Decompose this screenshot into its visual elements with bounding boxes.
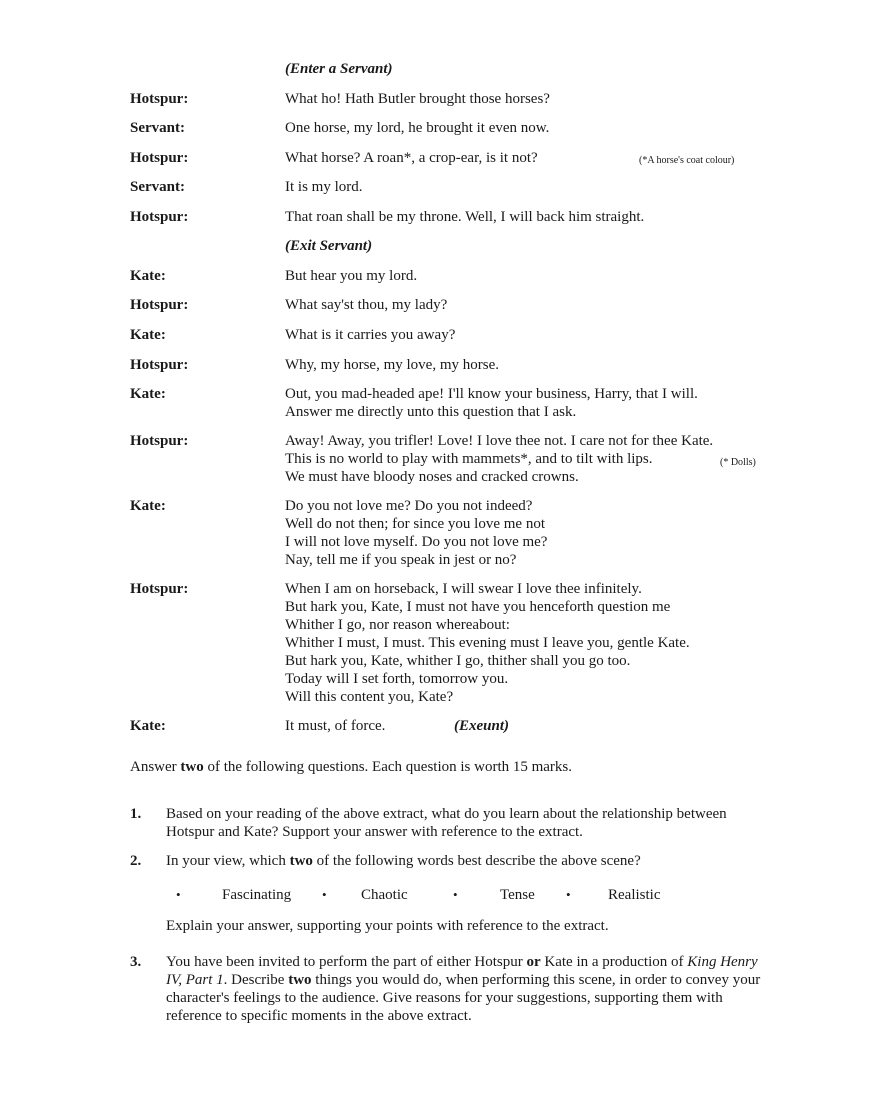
question-emphasis: two [289, 853, 313, 869]
dialogue-line: Why, my horse, my love, my horse. [285, 357, 499, 373]
speaker-name: Kate: [130, 498, 166, 514]
stage-direction-exit: (Exit Servant) [285, 238, 373, 254]
instructions-text: Answer [130, 759, 181, 775]
bullet-icon: • [566, 887, 571, 902]
instructions-emphasis: two [180, 759, 204, 775]
dialogue-line: Today will I set forth, tomorrow you. [285, 671, 509, 687]
speaker-name: Servant: [130, 179, 185, 195]
speaker-name: Hotspur: [130, 433, 189, 449]
bullet-icon: • [453, 887, 458, 902]
dialogue-line: What is it carries you away? [285, 327, 456, 343]
question-emphasis: or [526, 954, 541, 970]
dialogue-line: It must, of force. [285, 718, 386, 734]
question-emphasis: two [288, 972, 312, 988]
dialogue-line: What horse? A roan*, a crop-ear, is it not? [285, 150, 538, 166]
speaker-name: Kate: [130, 327, 166, 343]
instructions-text: of the following questions. Each question is worth 15 marks. [203, 759, 573, 775]
question-text-part: In your view, which [166, 853, 290, 869]
footnote-roan: (*A horse's coat colour) [639, 155, 735, 166]
dialogue-line: It is my lord. [285, 179, 363, 195]
dialogue-line: But hear you my lord. [285, 268, 418, 284]
speaker-name: Hotspur: [130, 150, 189, 166]
footnote-dolls: (* Dolls) [720, 457, 756, 468]
dialogue-line: We must have bloody noses and cracked crowns. [285, 469, 579, 485]
speaker-name: Hotspur: [130, 209, 189, 225]
question-text-part: . Describe [223, 972, 289, 988]
dialogue-line: Whither I must, I must. This evening must I leave you, gentle Kate. [285, 635, 690, 651]
dialogue-line: Nay, tell me if you speak in jest or no? [285, 552, 517, 568]
dialogue-line: Away! Away, you trifler! Love! I love thee not. I care not for thee Kate. [285, 433, 714, 449]
speaker-name: Hotspur: [130, 357, 189, 373]
dialogue-line: Whither I go, nor reason whereabout: [285, 617, 510, 633]
option-word: Tense [500, 887, 535, 903]
speaker-name: Hotspur: [130, 91, 189, 107]
dialogue-line: What ho! Hath Butler brought those horses? [285, 91, 550, 107]
question-text [166, 953, 762, 1025]
question-number: 2. [130, 853, 142, 869]
dialogue-line: When I am on horseback, I will swear I love thee infinitely. [285, 581, 642, 597]
dialogue-line: Do you not love me? Do you not indeed? [285, 498, 533, 514]
question-number: 3. [130, 954, 142, 970]
option-word: Realistic [608, 887, 661, 903]
dialogue-line: But hark you, Kate, whither I go, thither shall you go too. [285, 653, 631, 669]
option-word: Fascinating [222, 887, 292, 903]
bullet-icon: • [322, 887, 327, 902]
play-title: King Henry IV, Part 1 [166, 954, 758, 988]
question-number: 1. [130, 806, 142, 822]
option-word: Chaotic [361, 887, 408, 903]
bullet-icon: • [176, 887, 181, 902]
dialogue-line: Well do not then; for since you love me not [285, 516, 545, 532]
speaker-name: Servant: [130, 120, 185, 136]
question-text-part: of the following words best describe the above scene? [312, 853, 641, 869]
speaker-name: Hotspur: [130, 297, 189, 313]
dialogue-line: I will not love myself. Do you not love me? [285, 534, 548, 550]
stage-direction-exeunt: (Exeunt) [454, 718, 510, 734]
speaker-name: Kate: [130, 718, 166, 734]
question-text: Based on your reading of the above extract, what do you learn about the relationship between Hotspur and Kate? Support your answer with reference to the extract. [166, 806, 727, 840]
question-text-part: things you would do, when performing this scene, in order to convey your character's feelings to the audience. Give reasons for your suggestions, supporting them with reference to specific moments in the above extract. [166, 972, 761, 1024]
question-text [166, 852, 766, 870]
dialogue-line: Out, you mad-headed ape! I'll know your business, Harry, that I will. [285, 386, 698, 402]
word-options [176, 886, 776, 904]
question-text-part: You have been invited to perform the part of either Hotspur [166, 954, 527, 970]
speaker-name: Hotspur: [130, 581, 189, 597]
question-2-follow-up: Explain your answer, supporting your points with reference to the extract. [166, 918, 609, 934]
speaker-name: Kate: [130, 268, 166, 284]
dialogue-line: What say'st thou, my lady? [285, 297, 448, 313]
question-text-part: Kate in a production of [540, 954, 688, 970]
stage-direction-enter: (Enter a Servant) [285, 61, 393, 77]
dialogue-line: This is no world to play with mammets*, and to tilt with lips. [285, 451, 653, 467]
speaker-name: Kate: [130, 386, 166, 402]
dialogue-line: One horse, my lord, he brought it even now. [285, 120, 550, 136]
dialogue-line: But hark you, Kate, I must not have you henceforth question me [285, 599, 671, 615]
dialogue-line: Answer me directly unto this question that I ask. [285, 404, 577, 420]
dialogue-line: That roan shall be my throne. Well, I will back him straight. [285, 209, 645, 225]
dialogue-line: Will this content you, Kate? [285, 689, 454, 705]
instructions [130, 758, 572, 776]
